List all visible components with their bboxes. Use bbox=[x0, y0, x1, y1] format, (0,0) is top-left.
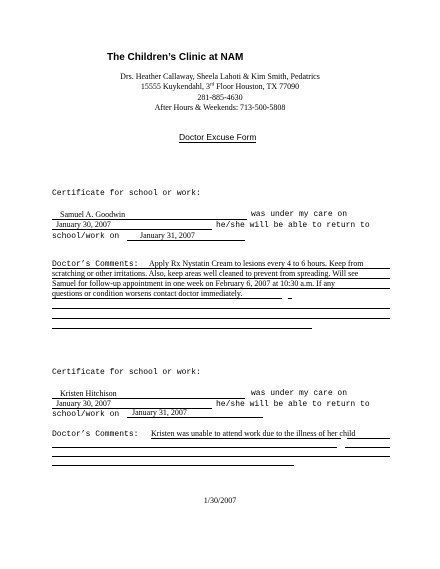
comments-line-3: Samuel for follow-up appointment in one week on February 6, 2007 at 10:30 a.m. If any bbox=[52, 279, 336, 288]
care-date-line-1 bbox=[52, 229, 212, 230]
footer-date: 1/30/2007 bbox=[203, 496, 237, 505]
doctors-line: Drs. Heather Callaway, Sheela Lahoti & Kim Smith, Pedatrics bbox=[120, 72, 320, 81]
comments-underline-4 bbox=[52, 298, 282, 299]
after-hours-phone: After Hours & Weekends: 713-500-5808 bbox=[154, 103, 286, 112]
address-street: 15555 Kuykendahl, 3 bbox=[140, 82, 210, 91]
comments-underline-3 bbox=[52, 288, 390, 289]
under-care-text-2: was under my care on bbox=[251, 389, 348, 398]
clinic-phone: 281-885-4630 bbox=[197, 93, 243, 102]
comments-text-2: Kristen was unable to attend work due to the illness of her child bbox=[151, 429, 356, 438]
form-title: Doctor Excuse Form bbox=[179, 132, 257, 142]
care-date-1: January 30, 2007 bbox=[56, 220, 111, 229]
comments-2-underline-1 bbox=[151, 438, 341, 439]
comments-2-underline-1b bbox=[347, 438, 390, 439]
comments-underline-2 bbox=[52, 278, 390, 279]
address-floor-suffix: rd bbox=[209, 82, 215, 88]
comments-label-1: Doctor’s Comments: bbox=[52, 260, 139, 269]
school-work-text-2: school/work on bbox=[52, 410, 120, 419]
comments-blank-line-3 bbox=[52, 328, 312, 329]
able-return-text-2: he/she will be able to return to bbox=[216, 400, 370, 409]
patient-name-2: Kristen Hitchison bbox=[60, 389, 117, 398]
patient-name-1: Samuel A. Goodwin bbox=[60, 210, 126, 219]
comments-2-blank-line-1b bbox=[345, 447, 390, 448]
comments-2-blank-line-3 bbox=[52, 465, 294, 466]
comments-underline-1 bbox=[52, 268, 390, 269]
comments-underline-4b bbox=[288, 298, 292, 299]
able-return-text-1: he/she will be able to return to bbox=[216, 221, 370, 230]
comments-line-1: Apply Rx Nystatin Cream to lesions every 4 to 6 hours. Keep from bbox=[149, 259, 364, 268]
comments-line-2: scratching or other irritations. Also, keep areas well cleaned to prevent from spreading. Will see bbox=[52, 269, 359, 278]
return-date-line-2 bbox=[127, 417, 263, 418]
school-work-text-1: school/work on bbox=[52, 232, 120, 241]
certificate-heading-2: Certificate for school or work: bbox=[52, 368, 201, 377]
comments-blank-line-2 bbox=[52, 318, 390, 319]
return-date-1: January 31, 2007 bbox=[140, 231, 195, 240]
address-city: Floor Houston, TX 77090 bbox=[216, 82, 300, 91]
comments-blank-line-1 bbox=[52, 308, 390, 309]
clinic-name: The Children’s Clinic at NAM bbox=[107, 52, 244, 63]
comments-2-blank-line-1 bbox=[52, 447, 337, 448]
certificate-heading-1: Certificate for school or work: bbox=[52, 189, 201, 198]
clinic-address bbox=[0, 82, 440, 91]
care-date-2: January 30, 2007 bbox=[56, 399, 111, 408]
under-care-text-1: was under my care on bbox=[251, 210, 348, 219]
return-date-2: January 31, 2007 bbox=[132, 408, 187, 417]
comments-label-2: Doctor’s Comments: bbox=[52, 430, 139, 439]
comments-2-blank-line-2 bbox=[52, 456, 390, 457]
return-date-line-1 bbox=[127, 240, 245, 241]
comments-line-4: questions or condition worsens contact doctor immediately. bbox=[52, 289, 243, 298]
